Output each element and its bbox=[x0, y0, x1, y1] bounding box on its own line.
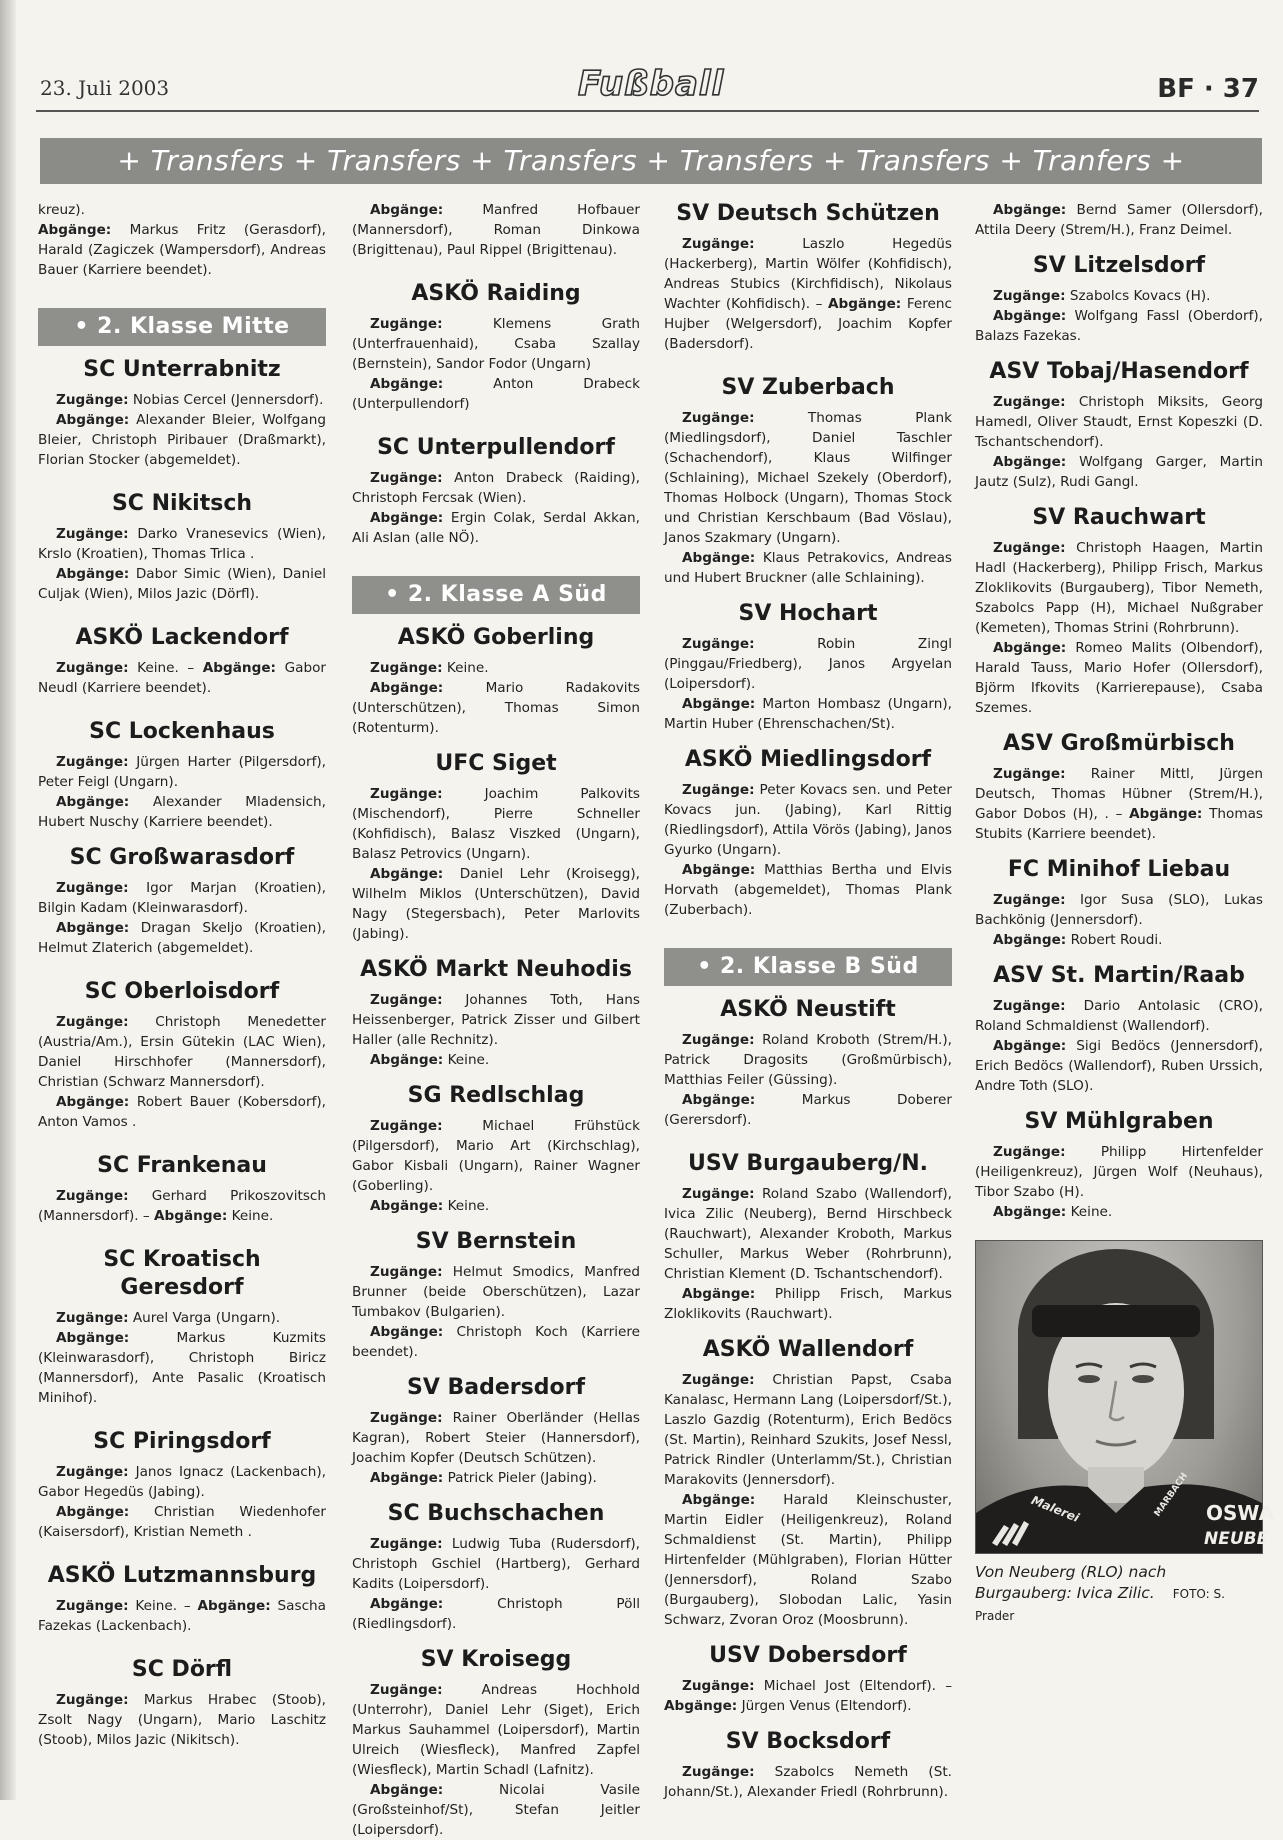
column-4 bbox=[975, 200, 1275, 1627]
transfers-out: Abgänge: Robert Bauer (Kobersdorf), Anton Vamos . bbox=[38, 1094, 326, 1130]
player-photo bbox=[975, 1240, 1275, 1554]
transfers-in: Zugänge: Janos Ignacz (Lackenbach), Gabor Hegedüs (Jabing). bbox=[38, 1464, 326, 1500]
transfers-out: Abgänge: Philipp Frisch, Markus Zloklikovits (Rauchwart). bbox=[664, 1286, 952, 1322]
transfers-in: Zugänge: Markus Hrabec (Stoob), Zsolt Nagy (Ungarn), Mario Laschitz (Stoob), Milos Jazic (Nikitsch). bbox=[38, 1692, 326, 1748]
transfers-in: Zugänge: Klemens Grath (Unterfrauenhaid), Csaba Szallay (Bernstein), Sandor Fodor (Ungarn) bbox=[352, 316, 641, 372]
page-gutter bbox=[0, 0, 16, 1800]
transfers-in: Zugänge: Igor Susa (SLO), Lukas Bachkönig (Jennersdorf). bbox=[975, 892, 1263, 928]
transfers-out: Abgänge: Christoph Pöll (Riedlingsdorf). bbox=[352, 1596, 640, 1632]
photo-caption: Von Neuberg (RLO) nach Burgauberg: Ivica Zilic. FOTO: S. Prader bbox=[975, 1563, 1225, 1623]
club-heading: SV Mühlgraben bbox=[1024, 1109, 1214, 1134]
club-heading: ASKÖ Lackendorf bbox=[75, 625, 289, 650]
club-heading: ASKÖ Markt Neuhodis bbox=[360, 957, 632, 982]
transfers-in: Zugänge: Anton Drabeck (Raiding), Christoph Fercsak (Wien). bbox=[352, 470, 640, 506]
transfers-out: Abgänge: Markus Doberer (Gerersdorf). bbox=[664, 1092, 953, 1128]
league-heading-2-klasse-mitte: • 2. Klasse Mitte bbox=[38, 308, 326, 346]
club-heading: ASKÖ Neustift bbox=[720, 997, 896, 1022]
transfers-out: Abgänge: Nicolai Vasile (Großsteinhof/St), Stefan Jeitler (Loipersdorf). bbox=[352, 1782, 641, 1838]
transfers-in: Zugänge: Christoph Menedetter (Austria/Am.), Ersin Gütekin (LAC Wien), Daniel Hirschhofer (Mannersdorf), Christian (Schwarz Mannersdorf). bbox=[38, 1014, 326, 1090]
column-3 bbox=[664, 200, 952, 1802]
continued-entry: kreuz). Abgänge: Markus Fritz (Gerasdorf), Harald (Zagiczek (Wampersdorf), Andreas Bauer (Karriere beendet). bbox=[38, 202, 326, 278]
transfers-in: Zugänge: Dario Antolasic (CRO), Roland Schmaldienst (Wallendorf). bbox=[975, 998, 1263, 1034]
transfers-out: Abgänge: Sigi Bedöcs (Jennersdorf), Erich Bedöcs (Wallendorf), Ruben Urssich, Andre Toth (SLO). bbox=[975, 1038, 1264, 1094]
transfers-out: Abgänge: Mario Radakovits (Unterschützen), Thomas Simon (Rotenturm). bbox=[352, 680, 640, 736]
club-heading: SV Kroisegg bbox=[420, 1647, 572, 1672]
transfers-in-out: Zugänge: Laszlo Hegedüs (Hackerberg), Martin Wölfer (Kohfidisch), Andreas Stubics (Kirchfidisch), Nikolaus Wachter (Kohfidisch). – Abgänge: Ferenc Hujber (Welgersdorf), Joachim Kopfer (Badersdorf). bbox=[664, 236, 953, 352]
transfers-in: Zugänge: Szabolcs Kovacs (H). bbox=[993, 288, 1211, 304]
shirt-sponsor-text: MARBACH bbox=[1152, 1471, 1191, 1519]
transfers-in: Zugänge: Szabolcs Nemeth (St. Johann/St.), Alexander Friedl (Rohrbrunn). bbox=[664, 1764, 952, 1800]
transfers-out: Abgänge: Marton Hombasz (Ungarn), Martin Huber (Ehrenschachen/St). bbox=[664, 696, 952, 732]
transfers-in: Zugänge: Roland Szabo (Wallendorf), Ivica Zilic (Neuberg), Bernd Hirschbeck (Rauchwart), Alexander Kroboth, Markus Schuller, Markus Weber (Rohrbrunn), Christian Klement (D. Tschantschendorf). bbox=[664, 1186, 952, 1282]
transfers-out: Abgänge: Harald Kleinschuster, Martin Eidler (Heiligenkreuz), Roland Schmaldienst (St. Martin), Philipp Hirtenfelder (Mühlgraben), Florian Hütter (Jennersdorf), Roland Szabo (Burgauberg), Slobodan Lalic, Yasin Schwarz, Zvoran Oroz (Moosbrunn). bbox=[664, 1492, 952, 1628]
transfers-in-out: Zugänge: Gerhard Prikoszovitsch (Mannersdorf). – Abgänge: Keine. bbox=[38, 1188, 326, 1224]
transfers-out: Abgänge: Christoph Koch (Karriere beendet). bbox=[352, 1324, 640, 1360]
transfers-in-out: Zugänge: Michael Jost (Eltendorf). – Abgänge: Jürgen Venus (Eltendorf). bbox=[664, 1678, 952, 1714]
transfers-out: Abgänge: Christian Wiedenhofer (Kaisersdorf), Kristian Nemeth . bbox=[38, 1504, 326, 1540]
transfers-in: Zugänge: Nobias Cercel (Jennersdorf). bbox=[56, 392, 324, 408]
transfers-in: Zugänge: Jürgen Harter (Pilgersdorf), Peter Feigl (Ungarn). bbox=[38, 754, 326, 790]
club-heading: SC Dörfl bbox=[131, 1657, 233, 1682]
club-heading: SG Redlschlag bbox=[407, 1083, 585, 1108]
transfers-out: Abgänge: Wolfgang Fassl (Oberdorf), Balazs Fazekas. bbox=[975, 308, 1263, 344]
shirt-sponsor-text: OSWA bbox=[1206, 1501, 1275, 1525]
club-heading: UFC Siget bbox=[435, 751, 557, 776]
club-heading: SC Lockenhaus bbox=[89, 719, 275, 744]
photo-credit: FOTO: S. Prader bbox=[975, 1587, 1225, 1623]
transfers-banner: + Transfers + Transfers + Transfers + Transfers + Transfers + Tranfers + bbox=[40, 138, 1262, 184]
transfers-in: Zugänge: Christian Papst, Csaba Kanalasc, Hermann Lang (Loipersdorf/St.), Laszlo Gazdig (Rotenturm), Erich Bedöcs (St. Martin), Reinhard Szukits, Josef Nessl, Patrick Rindler (Unterlamm/St.), Christian Marakovits (Jennersdorf). bbox=[664, 1372, 952, 1488]
transfers-in: Zugänge: Rainer Oberländer (Hellas Kagran), Robert Steier (Hannersdorf), Joachim Kopfer (Deutsch Schützen). bbox=[352, 1410, 640, 1466]
transfers-out: Abgänge: Wolfgang Garger, Martin Jautz (Sulz), Rudi Gangl. bbox=[975, 454, 1264, 490]
transfers-in: Zugänge: Christoph Miksits, Georg Hamedl, Oliver Staudt, Ernst Kopeszki (D. Tschantschendorf). bbox=[975, 394, 1263, 450]
column-2 bbox=[352, 200, 640, 1840]
club-heading: SC Großwarasdorf bbox=[69, 845, 295, 870]
transfers-out: Abgänge: Keine. bbox=[993, 1204, 1113, 1220]
club-heading: ASKÖ Goberling bbox=[397, 625, 595, 650]
club-heading: USV Burgauberg/N. bbox=[687, 1151, 928, 1176]
transfers-in: Zugänge: Johannes Toth, Hans Heissenberger, Patrick Zisser und Gilbert Haller (alle Rechnitz). bbox=[352, 992, 640, 1048]
club-heading: ASKÖ Wallendorf bbox=[702, 1337, 914, 1362]
club-heading: ASV St. Martin/Raab bbox=[993, 963, 1245, 988]
transfers-in: Zugänge: Igor Marjan (Kroatien), Bilgin Kadam (Kleinwarasdorf). bbox=[38, 880, 327, 916]
transfers-in: Zugänge: Roland Kroboth (Strem/H.), Patrick Dragosits (Großmürbisch), Matthias Feiler (Güssing). bbox=[664, 1032, 952, 1088]
transfers-out: Abgänge: Matthias Bertha und Elvis Horvath (abgemeldet), Thomas Plank (Zuberbach). bbox=[664, 862, 952, 918]
header-rule bbox=[36, 110, 1259, 112]
transfers-out: Abgänge: Markus Kuzmits (Kleinwarasdorf), Christoph Biricz (Mannersdorf), Ante Pasalic (Kroatisch Minihof). bbox=[38, 1330, 327, 1406]
transfers-out: Abgänge: Anton Drabeck (Unterpullendorf) bbox=[352, 376, 640, 412]
transfers-in: Zugänge: Michael Frühstück (Pilgersdorf), Mario Art (Kirchschlag), Gabor Kisbali (Ungarn), Rainer Wagner (Goberling). bbox=[352, 1118, 640, 1194]
transfers-in: Zugänge: Aurel Varga (Ungarn). bbox=[56, 1310, 281, 1326]
transfers-out: Abgänge: Robert Roudi. bbox=[993, 932, 1163, 948]
transfers-out: Abgänge: Ergin Colak, Serdal Akkan, Ali Aslan (alle NÖ). bbox=[352, 510, 640, 546]
transfers-out: Abgänge: Daniel Lehr (Kroisegg), Wilhelm Miklos (Unterschützen), David Nagy (Stegersbach), Peter Marlovits (Jabing). bbox=[352, 866, 640, 942]
transfers-out: Abgänge: Patrick Pieler (Jabing). bbox=[370, 1470, 597, 1486]
club-heading: SV Zuberbach bbox=[721, 375, 895, 400]
shirt-sponsor-text: NEUBE bbox=[1204, 1529, 1269, 1549]
club-heading: SV Deutsch Schützen bbox=[676, 201, 940, 226]
club-heading: SV Bernstein bbox=[415, 1229, 577, 1254]
transfers-in: Zugänge: Robin Zingl (Pinggau/Friedberg), Janos Argyelan (Loipersdorf). bbox=[664, 636, 953, 692]
club-heading: SC Unterrabnitz bbox=[83, 357, 281, 382]
transfers-in: Zugänge: Thomas Plank (Miedlingsdorf), Daniel Taschler (Schachendorf), Klaus Wilfinger (Schlaining), Michael Szekely (Oberdorf), Thomas Holbock (Ungarn), Thomas Stock und Christian Kerschbaum (Bad Vöslau), Janos Szakmary (Ungarn). bbox=[664, 410, 952, 546]
transfers-in: Zugänge: Helmut Smodics, Manfred Brunner (beide Oberschützen), Lazar Tumbakov (Bulgarien). bbox=[352, 1264, 641, 1320]
league-heading-2-klasse-b-sued: • 2. Klasse B Süd bbox=[664, 948, 952, 986]
transfers-in: Zugänge: Joachim Palkovits (Mischendorf), Pierre Schneller (Kohfidisch), Balasz Viszked (Ungarn), Balasz Petrovics (Ungarn). bbox=[352, 786, 640, 862]
club-heading: SC Frankenau bbox=[97, 1153, 267, 1178]
transfers-in-out: Zugänge: Rainer Mittl, Jürgen Deutsch, Thomas Hübner (Strem/H.), Gabor Dobos (H), . – Abgänge: Thomas Stubits (Karriere beendet). bbox=[975, 766, 1264, 842]
club-heading: SC Unterpullendorf bbox=[377, 435, 615, 460]
transfers-out: Abgänge: Bernd Samer (Ollersdorf), Attila Deery (Strem/H.), Franz Deimel. bbox=[975, 202, 1263, 238]
club-heading: SV Badersdorf bbox=[406, 1375, 586, 1400]
section-logo: Fußball bbox=[578, 64, 725, 104]
transfers-in: Zugänge: Keine. bbox=[370, 660, 489, 676]
club-heading: SC Nikitsch bbox=[111, 491, 253, 516]
transfers-out: Abgänge: Alexander Bleier, Wolfgang Bleier, Christoph Piribauer (Draßmarkt), Florian Stocker (abgemeldet). bbox=[38, 412, 326, 468]
club-heading: SC Kroatisch Geresdorf bbox=[103, 1247, 261, 1300]
club-heading: ASV Tobaj/Hasendorf bbox=[989, 359, 1249, 384]
club-heading: ASV Großmürbisch bbox=[1003, 731, 1235, 756]
transfers-out: Abgänge: Manfred Hofbauer (Mannersdorf), Roman Dinkowa (Brigittenau), Paul Rippel (Brigittenau). bbox=[352, 202, 641, 258]
transfers-out: Abgänge: Klaus Petrakovics, Andreas und Hubert Bruckner (alle Schlaining). bbox=[664, 550, 953, 586]
transfers-in: Zugänge: Ludwig Tuba (Rudersdorf), Christoph Gschiel (Hartberg), Gerhard Kadits (Loipersdorf). bbox=[352, 1536, 640, 1592]
club-heading: ASKÖ Miedlingsdorf bbox=[684, 747, 932, 772]
transfers-out: Abgänge: Dabor Simic (Wien), Daniel Culjak (Wien), Milos Jazic (Dörfl). bbox=[38, 566, 326, 602]
club-heading: FC Minihof Liebau bbox=[1007, 857, 1231, 882]
transfers-in: Zugänge: Darko Vranesevics (Wien), Krslo (Kroatien), Thomas Trlica . bbox=[38, 526, 326, 562]
club-heading: SV Rauchwart bbox=[1032, 505, 1206, 530]
shirt-sponsor-text: Malerei bbox=[1029, 1493, 1082, 1525]
club-heading: SC Oberloisdorf bbox=[84, 979, 280, 1004]
transfers-in-out: Zugänge: Keine. – Abgänge: Gabor Neudl (Karriere beendet). bbox=[38, 660, 326, 696]
league-heading-2-klasse-a-sued: • 2. Klasse A Süd bbox=[352, 576, 640, 614]
transfers-in-out: Zugänge: Keine. – Abgänge: Sascha Fazekas (Lackenbach). bbox=[38, 1598, 326, 1634]
transfers-in: Zugänge: Peter Kovacs sen. und Peter Kovacs jun. (Jabing), Karl Rittig (Riedlingsdorf), Attila Vörös (Jabing), Janos Gyurko (Ungarn). bbox=[664, 782, 952, 858]
club-heading: SV Bocksdorf bbox=[725, 1729, 891, 1754]
club-heading: SV Litzelsdorf bbox=[1032, 253, 1206, 278]
club-heading: ASKÖ Raiding bbox=[411, 281, 581, 306]
transfers-out: Abgänge: Keine. bbox=[370, 1198, 490, 1214]
transfers-out: Abgänge: Romeo Malits (Olbendorf), Harald Tauss, Mario Hofer (Ollersdorf), Björm Ifkovits (Karrierepause), Csaba Szemes. bbox=[975, 640, 1263, 716]
club-heading: SC Buchschachen bbox=[387, 1501, 605, 1526]
club-heading: ASKÖ Lutzmannsburg bbox=[47, 1563, 317, 1588]
club-heading: USV Dobersdorf bbox=[709, 1643, 907, 1668]
club-heading: SV Hochart bbox=[738, 601, 878, 626]
column-1 bbox=[38, 200, 326, 1750]
issue-date: 23. Juli 2003 bbox=[40, 76, 170, 100]
transfers-out: Abgänge: Keine. bbox=[370, 1052, 490, 1068]
club-heading: SC Piringsdorf bbox=[93, 1429, 271, 1454]
page-number: BF · 37 bbox=[1157, 74, 1259, 104]
transfers-out: Abgänge: Dragan Skeljo (Kroatien), Helmut Zlaterich (abgemeldet). bbox=[38, 920, 326, 956]
transfers-in: Zugänge: Andreas Hochhold (Unterrohr), Daniel Lehr (Siget), Erich Markus Sauhammel (Loipersdorf), Martin Ulreich (Wiesfleck), Manfred Zapfel (Wiesfleck), Martin Schadl (Lafnitz). bbox=[352, 1682, 640, 1778]
transfers-in: Zugänge: Philipp Hirtenfelder (Heiligenkreuz), Jürgen Wolf (Neuhaus), Tibor Szabo (H). bbox=[975, 1144, 1263, 1200]
transfers-in: Zugänge: Christoph Haagen, Martin Hadl (Hackerberg), Philipp Frisch, Markus Zloklikovits (Burgauberg), Tibor Nemeth, Szabolcs Papp (H), Michael Nußgraber (Kemeten), Thomas Strini (Rohrbrunn). bbox=[975, 540, 1263, 636]
transfers-out: Abgänge: Alexander Mladensich, Hubert Nuschy (Karriere beendet). bbox=[38, 794, 326, 830]
